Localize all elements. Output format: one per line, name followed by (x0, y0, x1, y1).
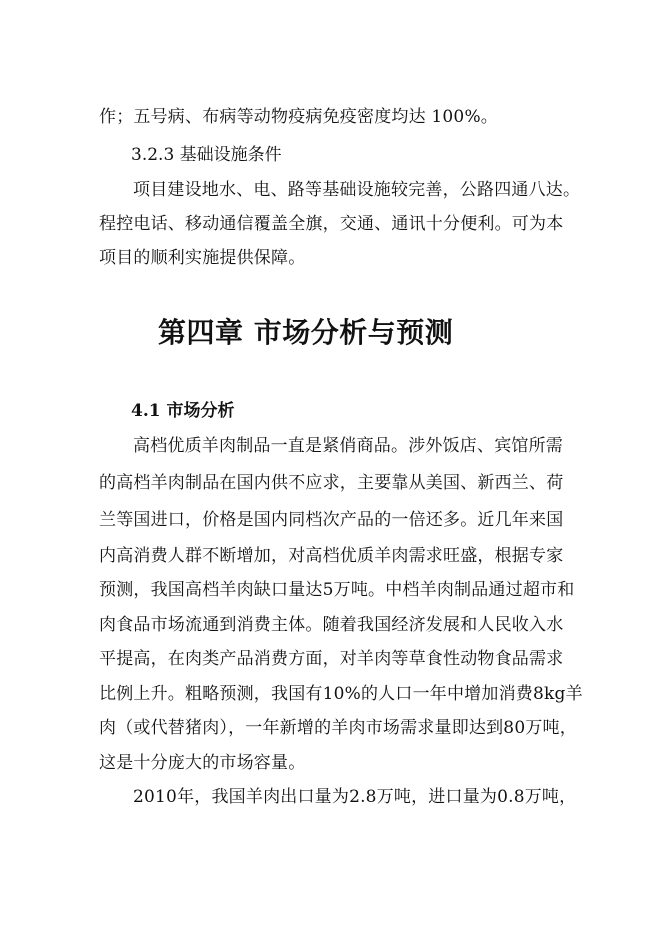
paragraph-line: 项目的顺利实施提供保障。 (99, 248, 306, 268)
paragraph-line: 兰等国进口，价格是国内同档次产品的一倍还多。近几年来国 (99, 510, 564, 530)
paragraph-line: 预测，我国高档羊肉缺口量达5万吨。中档羊肉制品通过超市和 (99, 580, 575, 600)
paragraph-line: 的高档羊肉制品在国内供不应求，主要靠从美国、新西兰、荷 (99, 473, 564, 493)
subsection-heading: 3.2.3 基础设施条件 (131, 145, 282, 165)
paragraph-line: 肉（或代替猪肉），一年新增的羊肉市场需求量即达到80万吨， (99, 718, 577, 738)
paragraph-line: 高档优质羊肉制品一直是紧俏商品。涉外饭店、宾馆所需 (133, 436, 563, 456)
paragraph-line: 比例上升。粗略预测，我国有10%的人口一年中增加消费8kg羊 (99, 684, 583, 704)
paragraph-line: 程控电话、移动通信覆盖全旗，交通、通讯十分便利。可为本 (99, 214, 564, 234)
paragraph-line: 项目建设地水、电、路等基础设施较完善，公路四通八达。 (133, 180, 581, 200)
paragraph-line: 肉食品市场流通到消费主体。随着我国经济发展和人民收入水 (99, 615, 564, 635)
paragraph-line: 内高消费人群不断增加，对高档优质羊肉需求旺盛，根据专家 (99, 546, 564, 566)
chapter-title: 第四章 市场分析与预测 (158, 316, 454, 349)
intro-text-line: 作；五号病、布病等动物疫病免疫密度均达 100%。 (99, 107, 499, 127)
paragraph-line: 平提高，在肉类产品消费方面，对羊肉等草食性动物食品需求 (99, 649, 564, 669)
paragraph-line: 2010年，我国羊肉出口量为2.8万吨，进口量为0.8万吨， (133, 787, 577, 807)
section-heading: 4.1 市场分析 (131, 401, 235, 421)
paragraph-line: 这是十分庞大的市场容量。 (99, 753, 306, 773)
